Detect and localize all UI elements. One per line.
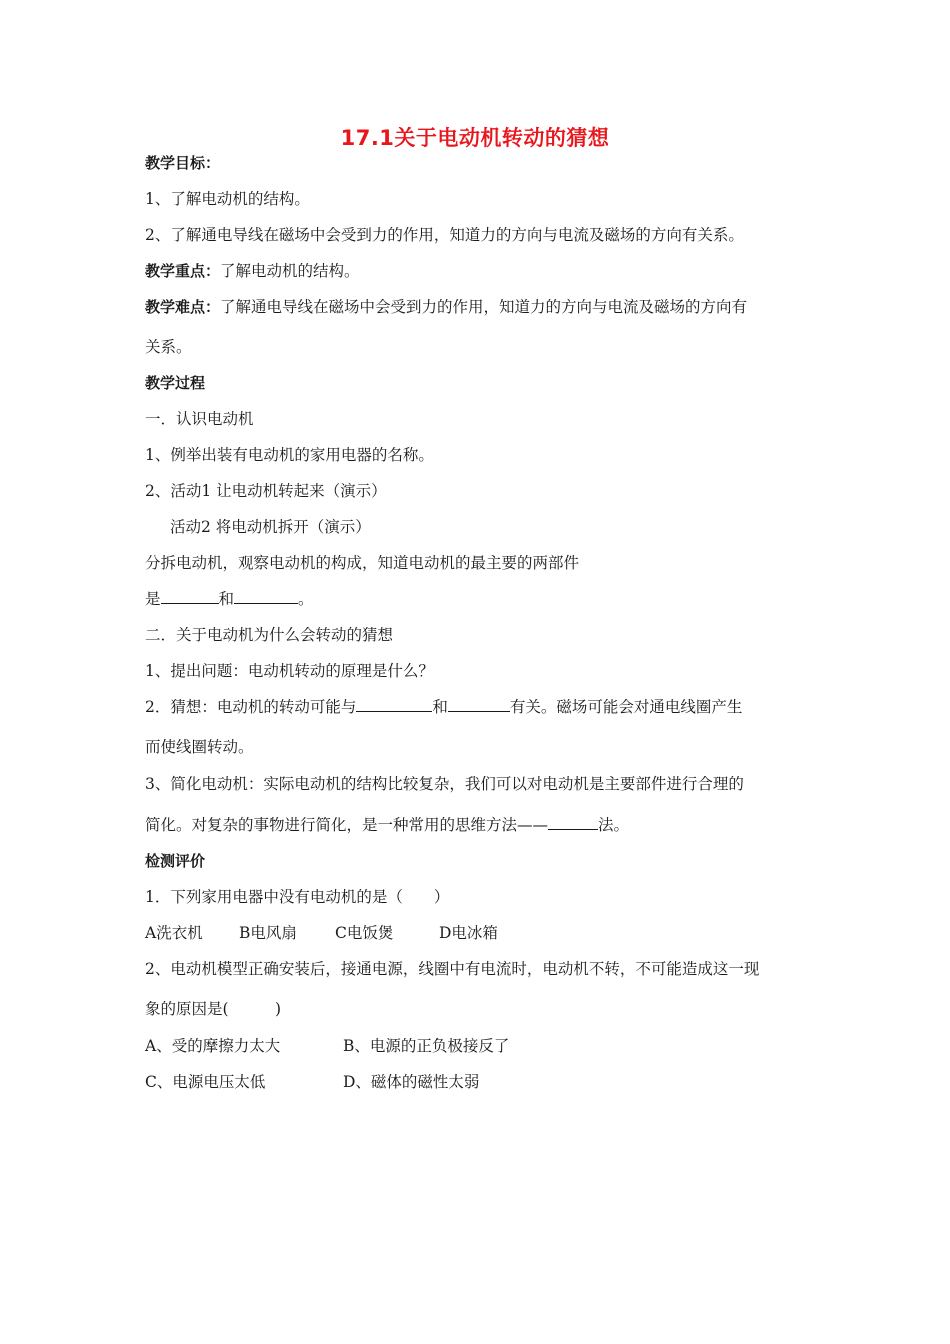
section1-item3-line2	[145, 589, 810, 609]
section2-item2-cont: 而使线圈转动。	[145, 738, 254, 756]
option-c[interactable]: C、电源电压太低	[145, 1073, 266, 1091]
guess-mid: 和	[432, 698, 448, 716]
difficulty-text: 了解通电导线在磁场中会受到力的作用，知道力的方向与电流及磁场的方向有	[220, 298, 748, 316]
answer-blank[interactable]	[548, 815, 598, 830]
question-2-options-row2	[145, 1072, 810, 1092]
section2-heading: 二．关于电动机为什么会转动的猜想	[145, 626, 394, 644]
guess-prefix: 2．猜想：电动机的转动可能与	[145, 698, 357, 716]
answer-blank[interactable]	[356, 697, 432, 712]
difficulty-text-cont: 关系。	[145, 338, 192, 356]
option-d[interactable]: D、磁体的磁性太弱	[343, 1073, 480, 1091]
section1-item2: 2、活动1 让电动机转起来（演示）	[145, 482, 387, 500]
section2-item1: 1、提出问题：电动机转动的原理是什么？	[145, 662, 434, 680]
key-point-line	[145, 261, 810, 281]
option-b[interactable]: B、电源的正负极接反了	[343, 1037, 510, 1055]
objective-2: 2、了解通电导线在磁场中会受到力的作用，知道力的方向与电流及磁场的方向有关系。	[145, 226, 744, 244]
simplify-suffix: 法。	[598, 816, 630, 834]
option-a[interactable]: A洗衣机	[145, 924, 203, 942]
objectives-heading: 教学目标：	[145, 154, 221, 172]
fill-end: 。	[298, 590, 314, 608]
section1-item3-line1: 分拆电动机，观察电动机的构成，知道电动机的最主要的两部件	[145, 554, 580, 572]
question-1: 1．下列家用电器中没有电动机的是（ ）	[145, 888, 450, 906]
fill-mid: 和	[218, 590, 235, 608]
difficulty-line	[145, 297, 810, 317]
difficulty-label: 教学难点：	[145, 298, 221, 316]
objective-1: 1、了解电动机的结构。	[145, 190, 310, 208]
answer-blank[interactable]	[161, 589, 219, 604]
key-point-text: 了解电动机的结构。	[220, 262, 360, 280]
section2-item3-line2	[145, 815, 810, 835]
option-c[interactable]: C电饭煲	[335, 924, 394, 942]
page-title: 17.1关于电动机转动的猜想	[340, 126, 610, 150]
section2-item2	[145, 697, 810, 717]
key-point-label: 教学重点：	[145, 262, 221, 280]
question-2-line2: 象的原因是( )	[145, 1000, 282, 1018]
evaluation-heading: 检测评价	[145, 852, 206, 870]
question-2-options-row1	[145, 1036, 810, 1056]
process-heading: 教学过程	[145, 374, 206, 392]
question-1-options	[145, 923, 810, 943]
answer-blank[interactable]	[448, 697, 510, 712]
section1-item2b: 活动2 将电动机拆开（演示）	[170, 518, 371, 536]
section1-heading: 一．认识电动机	[145, 410, 254, 428]
question-2-line1: 2、电动机模型正确安装后，接通电源，线圈中有电流时，电动机不转，不可能造成这一现	[145, 960, 760, 978]
option-b[interactable]: B电风扇	[239, 924, 297, 942]
section1-item1: 1、例举出装有电动机的家用电器的名称。	[145, 446, 434, 464]
answer-blank[interactable]	[234, 589, 298, 604]
fill-prefix: 是	[145, 590, 161, 608]
section2-item3-line1: 3、简化电动机：实际电动机的结构比较复杂，我们可以对电动机是主要部件进行合理的	[145, 775, 744, 793]
option-a[interactable]: A、受的摩擦力太大	[145, 1037, 281, 1055]
option-d[interactable]: D电冰箱	[439, 924, 498, 942]
simplify-prefix: 简化。对复杂的事物进行简化，是一种常用的思维方法——	[145, 816, 549, 834]
guess-suffix: 有关。磁场可能会对通电线圈产生	[509, 698, 743, 716]
